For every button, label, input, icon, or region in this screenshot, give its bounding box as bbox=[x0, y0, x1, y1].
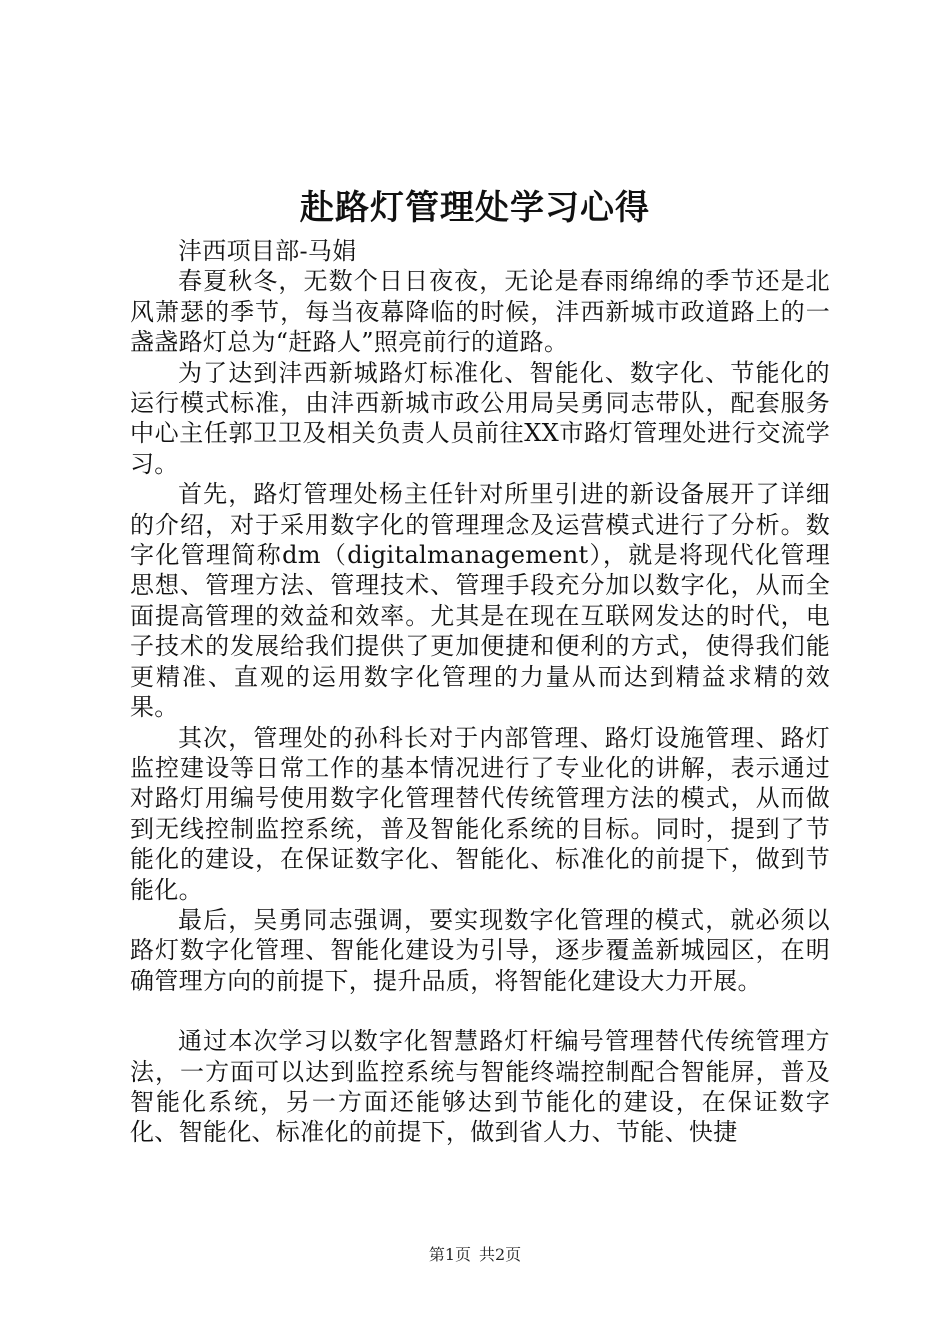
paragraph-conclusion: 通过本次学习以数字化智慧路灯杆编号管理替代传统管理方法，一方面可以达到监控系统与智能终端控制配合智能屏，普及智能化系统，另一方面还能够达到节能化的建设，在保证数字化、智能化、标准化的前提下，做到省人力、节能、快捷 bbox=[130, 1027, 830, 1147]
paragraph-finally: 最后，吴勇同志强调，要实现数字化管理的模式，就必须以路灯数字化管理、智能化建设为引导，逐步覆盖新城园区，在明确管理方向的前提下，提升品质，将智能化建设大力开展。 bbox=[130, 905, 830, 995]
paragraph-spacer bbox=[130, 996, 830, 1026]
author-line: 沣西项目部-马娟 bbox=[178, 237, 357, 265]
paragraph-second: 其次，管理处的孙科长对于内部管理、路灯设施管理、路灯监控建设等日常工作的基本情况进行了专业化的讲解，表示通过对路灯用编号使用数字化管理替代传统管理方法的模式，从而做到无线控制监控系统，普及智能化系统的目标。同时，提到了节能化的建设，在保证数字化、智能化、标准化的前提下，做到节能化。 bbox=[130, 723, 830, 904]
page-total: 共2页 bbox=[479, 1245, 522, 1264]
document-title: 赴路灯管理处学习心得 bbox=[300, 188, 650, 228]
paragraph-first: 首先，路灯管理处杨主任针对所里引进的新设备展开了详细的介绍，对于采用数字化的管理理念及运营模式进行了分析。数字化管理简称dm（digitalmanagement），就是将现代化管理思想、管理方法、管理技术、管理手段充分加以数字化，从而全面提高管理的效益和效率。尤其是在现在互联网发达的时代，电子技术的发展给我们提供了更加便捷和便利的方式，使得我们能更精准、直观的运用数字化管理的力量从而达到精益求精的效果。 bbox=[130, 480, 830, 722]
paragraph-purpose: 为了达到沣西新城路灯标准化、智能化、数字化、节能化的运行模式标准，由沣西新城市政公用局吴勇同志带队，配套服务中心主任郭卫卫及相关负责人员前往XX市路灯管理处进行交流学习。 bbox=[130, 358, 830, 478]
page-footer bbox=[0, 1244, 950, 1266]
paragraph-intro: 春夏秋冬，无数个日日夜夜，无论是春雨绵绵的季节还是北风萧瑟的季节，每当夜幕降临的时候，沣西新城市政道路上的一盏盏路灯总为“赶路人”照亮前行的道路。 bbox=[130, 267, 830, 357]
page-number: 第1页 bbox=[428, 1245, 471, 1264]
document-body bbox=[130, 236, 830, 1148]
